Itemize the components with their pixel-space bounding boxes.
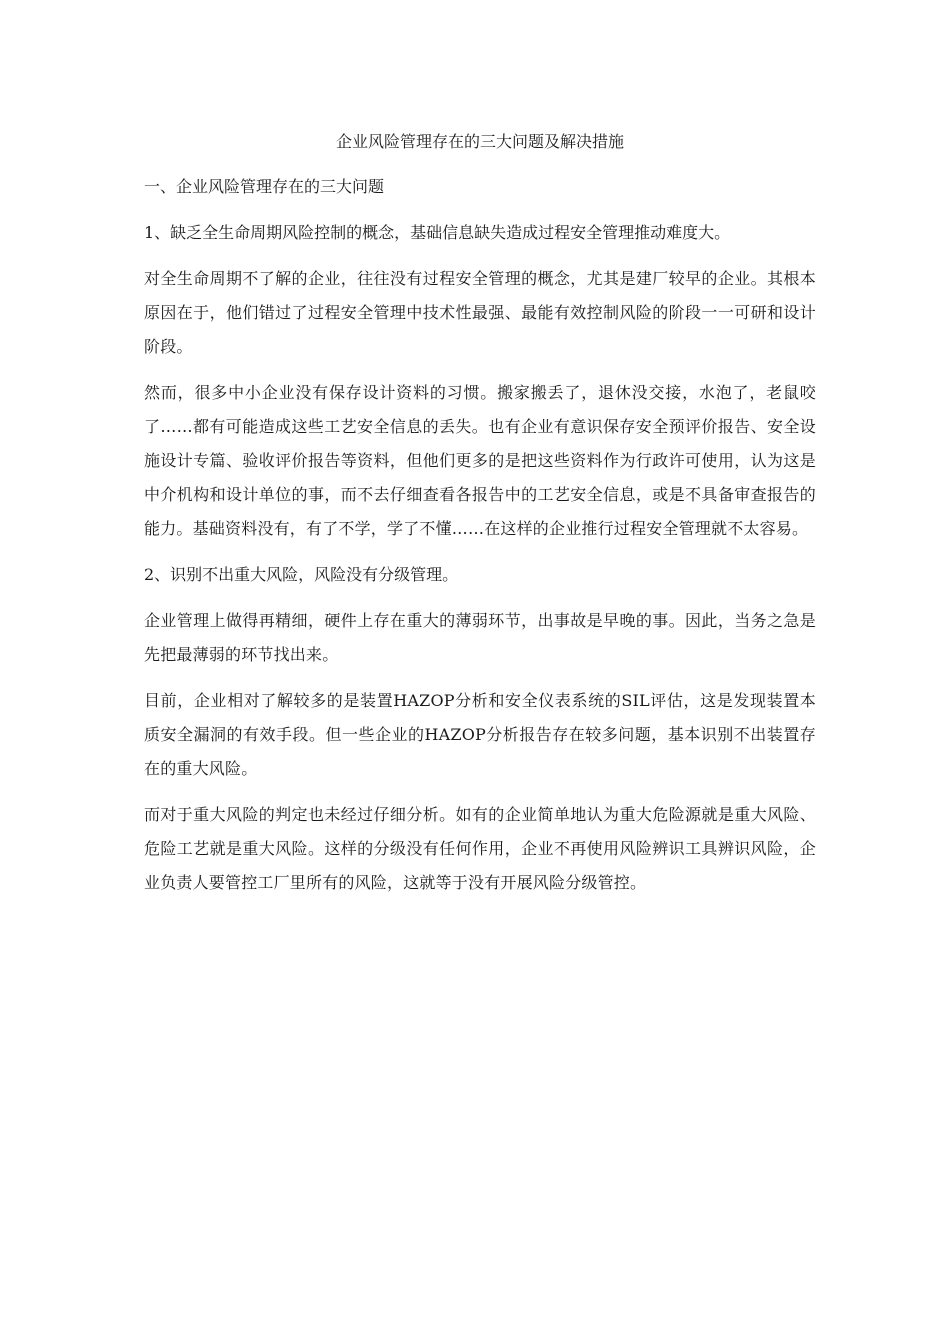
item-2-paragraph-3: 而对于重大风险的判定也未经过仔细分析。如有的企业简单地认为重大危险源就是重大风险、危险工艺就是重大风险。这样的分级没有任何作用，企业不再使用风险辨识工具辨识风险，企业负责人要管控工厂里所有的风险，这就等于没有开展风险分级管控。 [144, 805, 816, 892]
document-page [144, 124, 816, 912]
document-title: 企业风险管理存在的三大问题及解决措施 [335, 132, 624, 151]
section-heading: 一、企业风险管理存在的三大问题 [144, 177, 385, 196]
item-2-heading: 2、识别不出重大风险，风险没有分级管理。 [144, 565, 459, 584]
item-2-paragraph-1: 企业管理上做得再精细，硬件上存在重大的薄弱环节，出事故是早晚的事。因此，当务之急是先把最薄弱的环节找出来。 [144, 611, 816, 664]
item-2-paragraph-2: 目前，企业相对了解较多的是装置HAZOP分析和安全仪表系统的SIL评估，这是发现装置本质安全漏洞的有效手段。但一些企业的HAZOP分析报告存在较多问题，基本识别不出装置存在的重大风险。 [144, 691, 816, 778]
item-1-paragraph-1: 对全生命周期不了解的企业，往往没有过程安全管理的概念，尤其是建厂较早的企业。其根本原因在于，他们错过了过程安全管理中技术性最强、最能有效控制风险的阶段一一可研和设计阶段。 [144, 269, 816, 356]
item-1-paragraph-2: 然而，很多中小企业没有保存设计资料的习惯。搬家搬丢了，退休没交接，水泡了，老鼠咬了……都有可能造成这些工艺安全信息的丢失。也有企业有意识保存安全预评价报告、安全设施设计专篇、验收评价报告等资料，但他们更多的是把这些资料作为行政许可使用，认为这是中介机构和设计单位的事，而不去仔细查看各报告中的工艺安全信息，或是不具备审查报告的能力。基础资料没有，有了不学，学了不懂……在这样的企业推行过程安全管理就不太容易。 [144, 383, 816, 538]
item-1-heading: 1、缺乏全生命周期风险控制的概念，基础信息缺失造成过程安全管理推动难度大。 [144, 223, 731, 242]
